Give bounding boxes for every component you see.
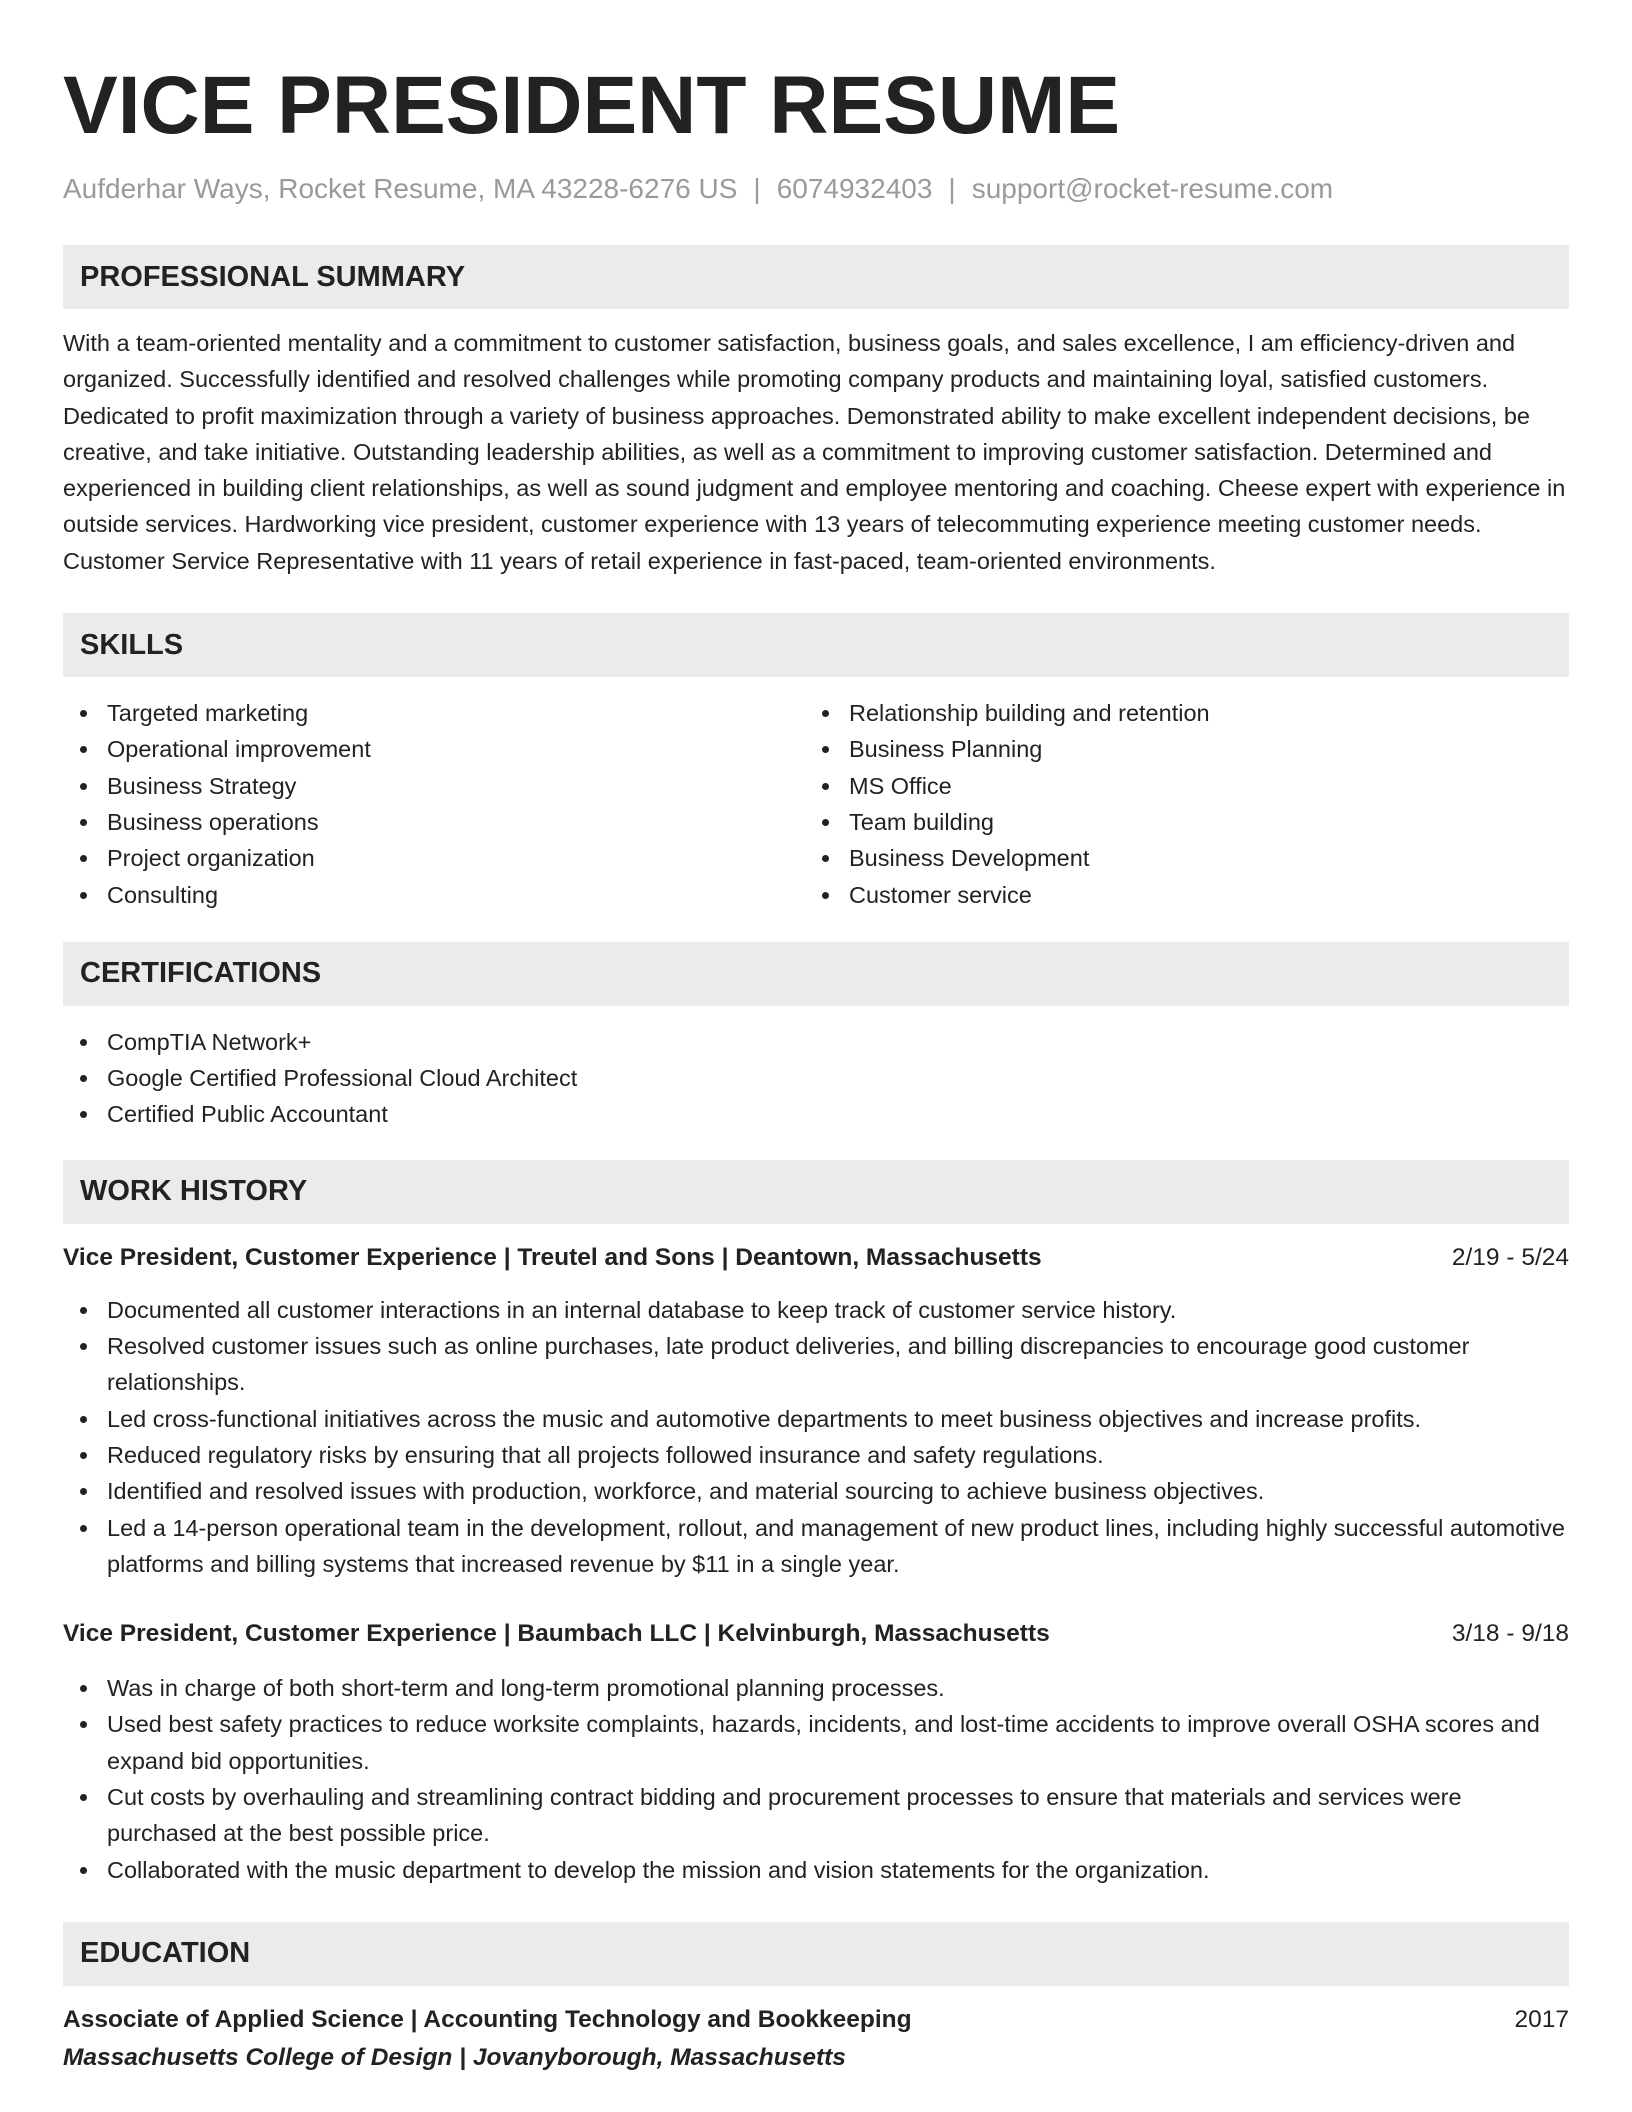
skills-list [63, 695, 1569, 913]
contact-line [63, 172, 1569, 206]
section-header-skills: SKILLS [63, 613, 1569, 677]
skill-item: Business Development [805, 840, 1547, 876]
certification-item: CompTIA Network+ [63, 1024, 1569, 1060]
skill-item: Project organization [63, 840, 805, 876]
job-header [63, 1242, 1569, 1274]
resume-title: VICE PRESIDENT RESUME [63, 60, 1121, 151]
job-header [63, 1618, 1569, 1650]
skill-item: Team building [805, 804, 1547, 840]
section-header-work-history: WORK HISTORY [63, 1160, 1569, 1224]
job-bullet: Cut costs by overhauling and streamlining contract bidding and procurement processes to ensure that materials and services were purchased at the best possible price. [63, 1779, 1569, 1852]
job-bullets [63, 1670, 1569, 1888]
education-entry [63, 2004, 1569, 2074]
job-title: Vice President, Customer Experience | Baumbach LLC | Kelvinburgh, Massachusetts [63, 1620, 1050, 1648]
section-header-certifications: CERTIFICATIONS [63, 942, 1569, 1006]
job-bullets [63, 1292, 1569, 1582]
skills-column-right [805, 695, 1547, 913]
skill-item: Business Strategy [63, 768, 805, 804]
skill-item: Business Planning [805, 731, 1547, 767]
certifications-list [63, 1024, 1569, 1133]
contact-separator: | [948, 173, 956, 204]
education-year: 2017 [1514, 2005, 1569, 2033]
skill-item: Consulting [63, 877, 805, 913]
skill-item: Business operations [63, 804, 805, 840]
job-bullet: Collaborated with the music department to develop the mission and vision statements for the organization. [63, 1852, 1569, 1888]
skill-item: Targeted marketing [63, 695, 805, 731]
education-school: Massachusetts College of Design | Jovanyborough, Massachusetts [63, 2043, 846, 2071]
section-header-summary: PROFESSIONAL SUMMARY [63, 245, 1569, 309]
summary-text: With a team-oriented mentality and a commitment to customer satisfaction, business goals, and sales excellence, I am efficiency-driven and organized. Successfully identified and resolved challenges while promoting company products and maintaining loyal, satisfied customers. Dedicated to profit maximization through a variety of business approaches. Demonstrated ability to make excellent independent decisions, be creative, and take initiative. Outstanding leadership abilities, as well as a commitment to improving customer satisfaction. Determined and experienced in building client relationships, as well as sound judgment and employee mentoring and coaching. Cheese expert with experience in outside services. Hardworking vice president, customer experience with 13 years of telecommuting experience meeting customer needs. Customer Service Representative with 11 years of retail experience in fast-paced, team-oriented environments. [63, 330, 1566, 574]
job-bullet: Used best safety practices to reduce worksite complaints, hazards, incidents, and lost-time accidents to improve overall OSHA scores and expand bid opportunities. [63, 1706, 1569, 1779]
skills-column-left [63, 695, 805, 913]
job-entry [63, 1242, 1569, 1582]
job-bullet: Was in charge of both short-term and long-term promotional planning processes. [63, 1670, 1569, 1706]
section-header-education: EDUCATION [63, 1922, 1569, 1986]
contact-email[interactable]: support@rocket-resume.com [971, 173, 1334, 204]
job-bullet: Reduced regulatory risks by ensuring that all projects followed insurance and safety regulations. [63, 1437, 1569, 1473]
skill-item: Operational improvement [63, 731, 805, 767]
job-bullet: Resolved customer issues such as online purchases, late product deliveries, and billing discrepancies to encourage good customer relationships. [63, 1328, 1569, 1401]
skill-item: MS Office [805, 768, 1547, 804]
skill-item: Relationship building and retention [805, 695, 1547, 731]
job-bullet: Identified and resolved issues with production, workforce, and material sourcing to achieve business objectives. [63, 1473, 1569, 1509]
job-title: Vice President, Customer Experience | Treutel and Sons | Deantown, Massachusetts [63, 1243, 1042, 1271]
contact-separator: | [753, 173, 761, 204]
contact-address: Aufderhar Ways, Rocket Resume, MA 43228-6276 US [63, 173, 738, 204]
contact-phone: 6074932403 [776, 173, 933, 204]
education-header [63, 2004, 1569, 2036]
job-entry [63, 1618, 1569, 1888]
certification-item: Certified Public Accountant [63, 1096, 1569, 1132]
job-bullet: Documented all customer interactions in an internal database to keep track of customer service history. [63, 1292, 1569, 1328]
education-degree: Associate of Applied Science | Accounting Technology and Bookkeeping [63, 2005, 912, 2033]
job-dates: 2/19 - 5/24 [1451, 1243, 1569, 1271]
job-dates: 3/18 - 9/18 [1451, 1620, 1569, 1648]
skill-item: Customer service [805, 877, 1547, 913]
job-bullet: Led a 14-person operational team in the development, rollout, and management of new product lines, including highly successful automotive platforms and billing systems that increased revenue by $11 in a single year. [63, 1510, 1569, 1583]
job-bullet: Led cross-functional initiatives across the music and automotive departments to meet business objectives and increase profits. [63, 1401, 1569, 1437]
certification-item: Google Certified Professional Cloud Architect [63, 1060, 1569, 1096]
